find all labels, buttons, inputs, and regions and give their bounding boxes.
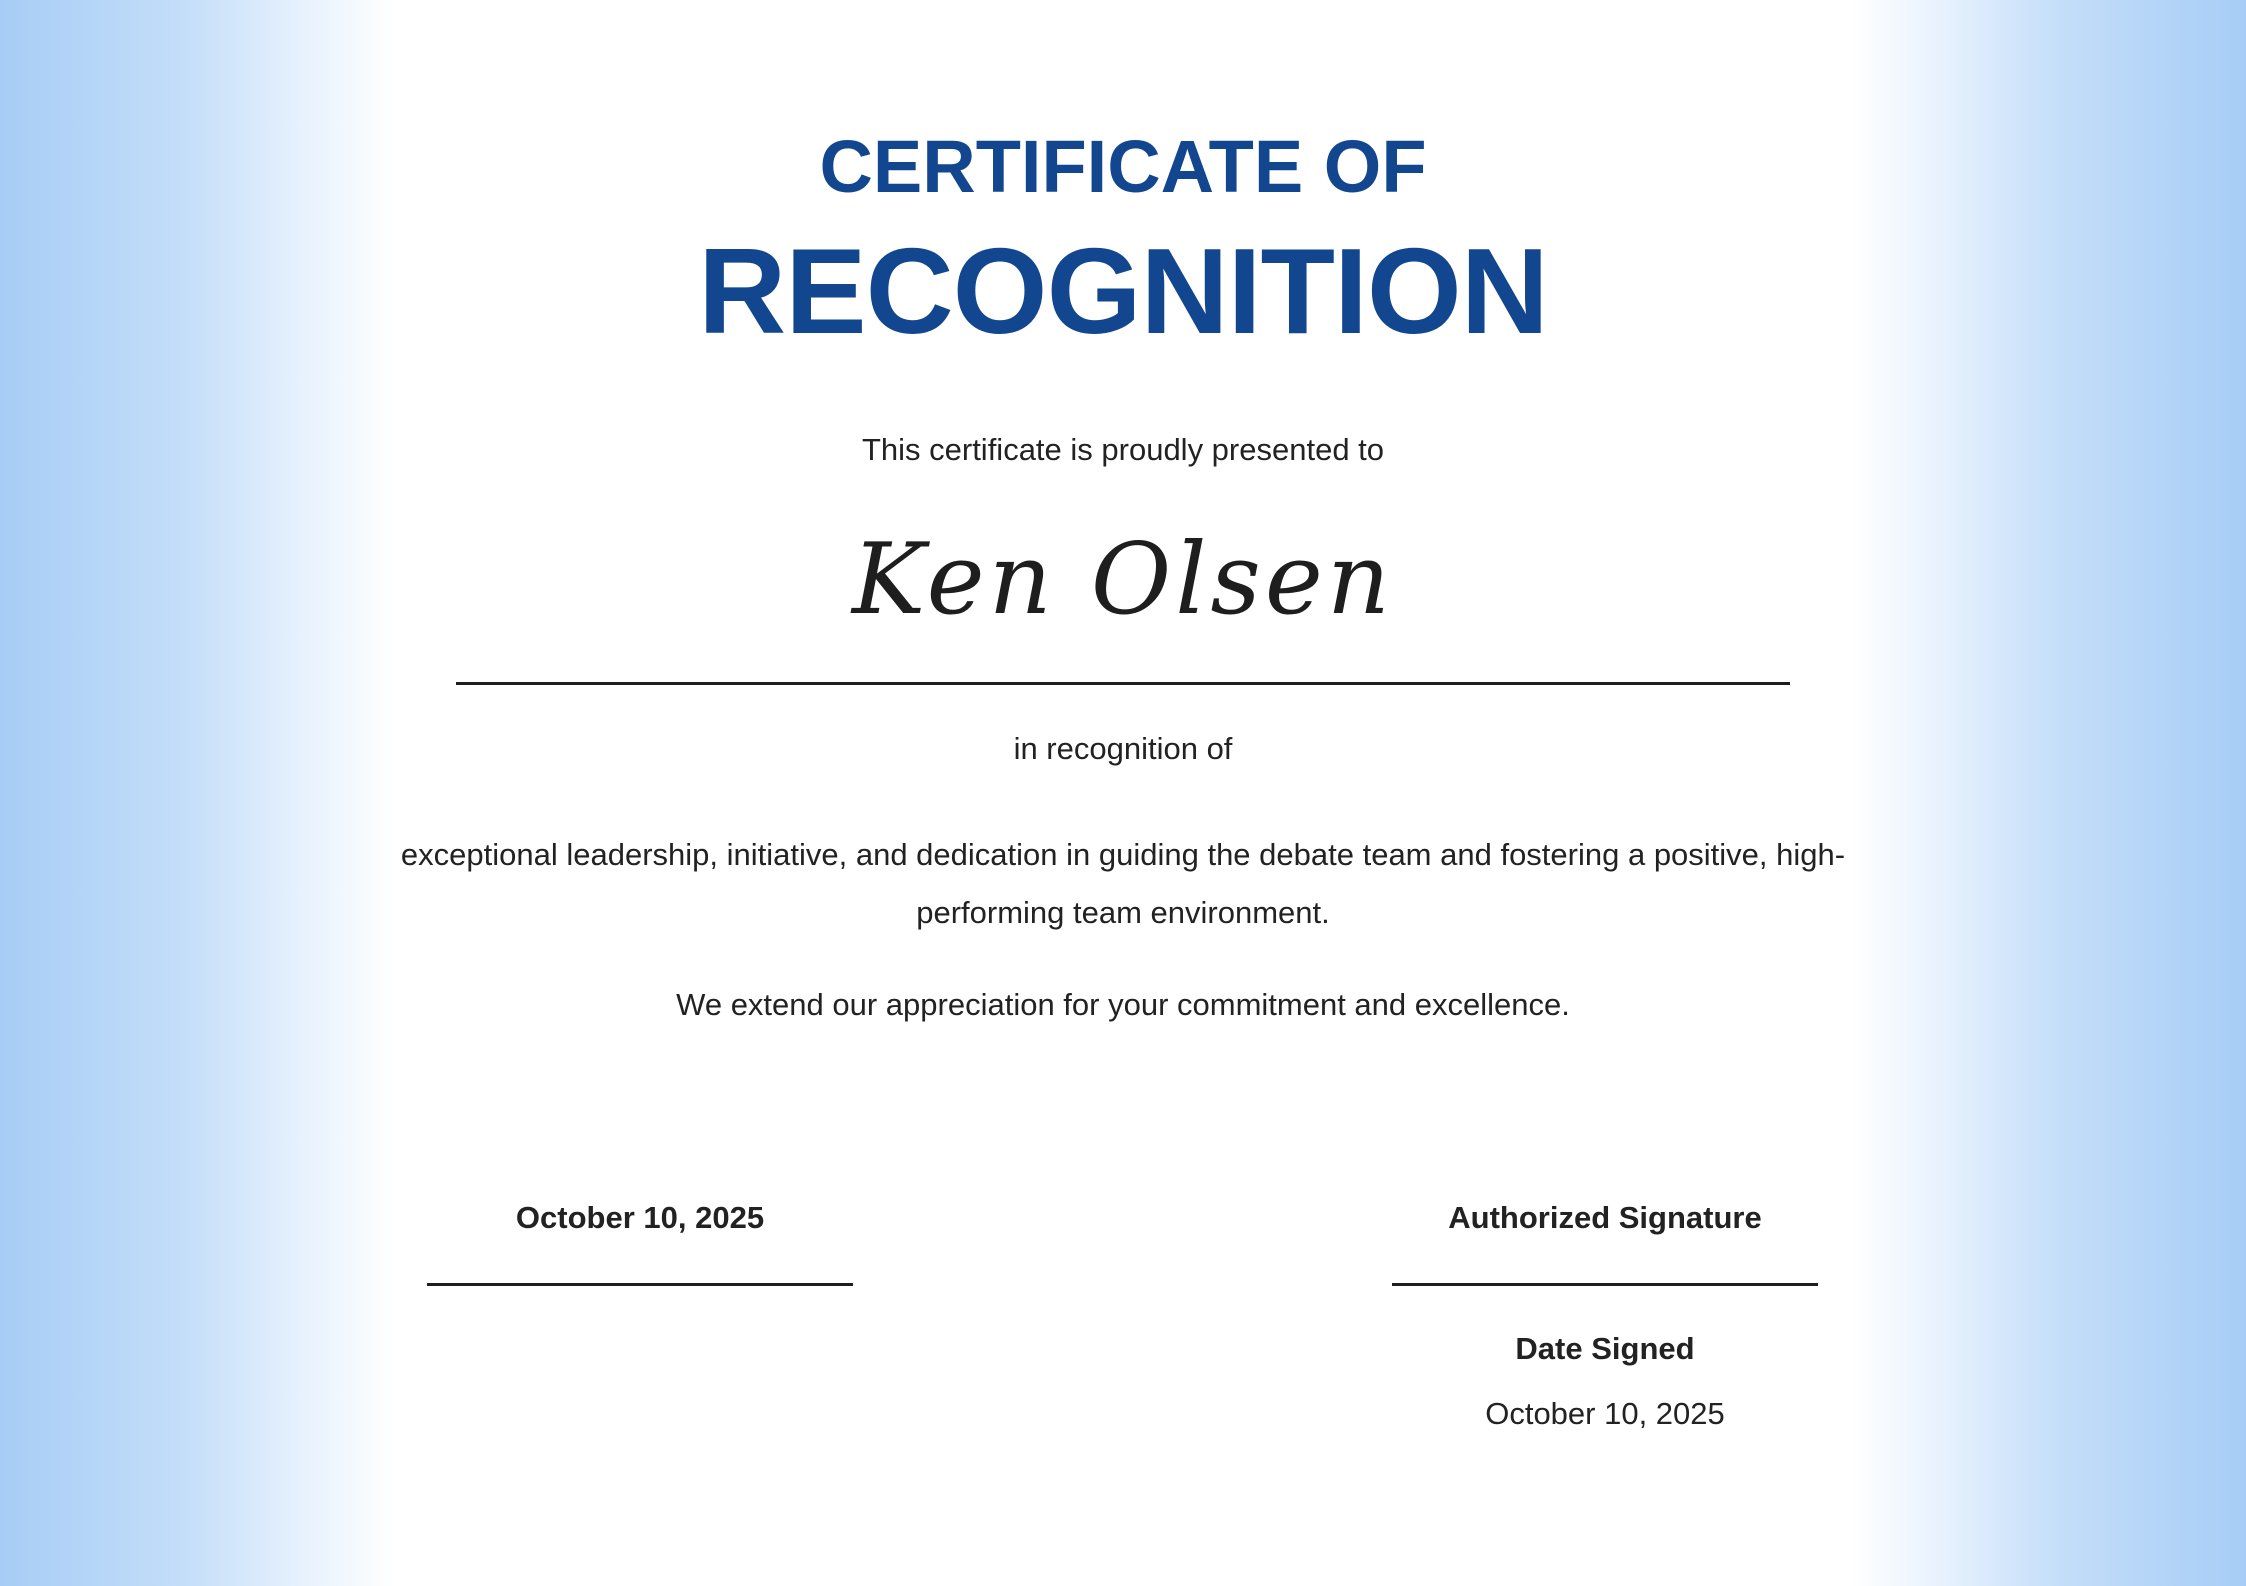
recognition-reason: exceptional leadership, initiative, and dedication in guiding the debate team and fostering a positive, high-performing team environment. [400,837,1846,930]
signature-line [1392,1283,1818,1286]
recipient-name: Ken Olsen [852,523,1394,637]
date-label: October 10, 2025 [515,1200,765,1235]
recognition-intro: in recognition of [1013,731,1233,766]
date-signed-value: October 10, 2025 [1485,1396,1725,1431]
certificate-title-top: CERTIFICATE OF [819,125,1427,208]
presented-text: This certificate is proudly presented to [861,432,1385,467]
name-underline [456,682,1790,685]
date-line [427,1283,853,1286]
certificate-title-main: RECOGNITION [698,223,1548,359]
signature-label: Authorized Signature [1448,1200,1762,1235]
appreciation-text: We extend our appreciation for your commitment and excellence. [676,987,1570,1022]
date-signed-label: Date Signed [1515,1331,1695,1366]
